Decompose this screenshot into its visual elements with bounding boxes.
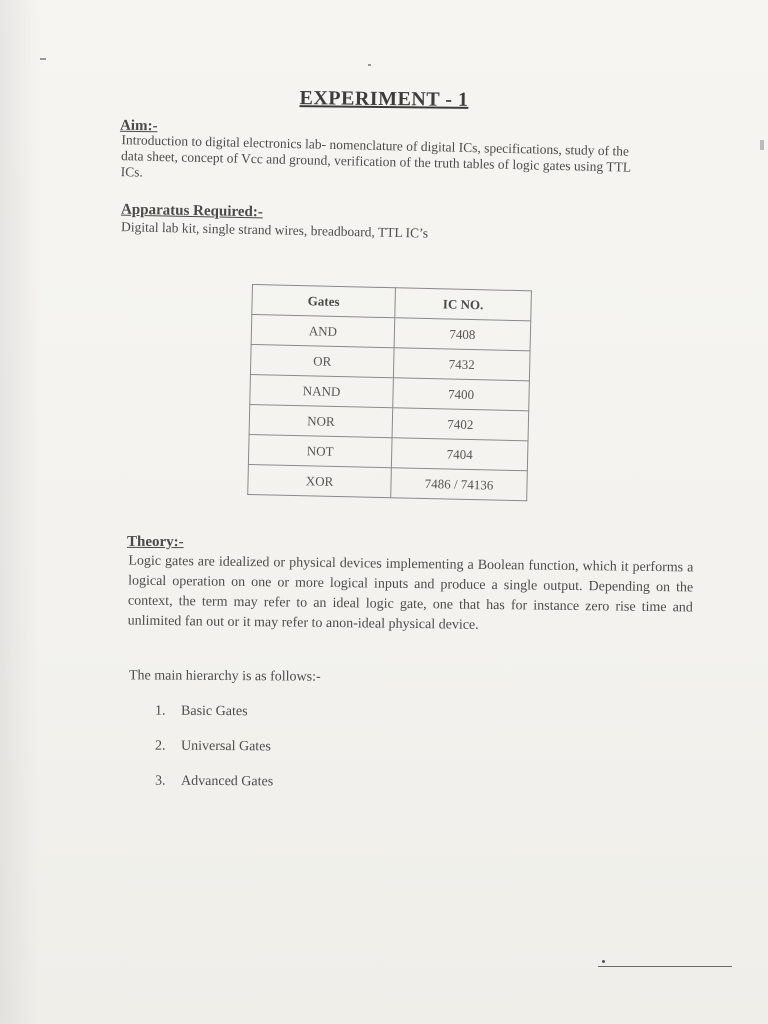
scan-speck <box>40 58 46 60</box>
ic-cell: 7486 / 74136 <box>391 468 528 501</box>
list-item-label: Advanced Gates <box>181 773 274 790</box>
ic-cell: 7404 <box>391 438 528 471</box>
ic-cell: 7400 <box>393 378 530 411</box>
header-ic-no: IC NO. <box>395 288 532 321</box>
ic-cell: 7432 <box>393 348 530 381</box>
list-item-number: 1. <box>155 703 166 719</box>
gate-cell: NAND <box>250 374 394 407</box>
theory-text: Logic gates are idealized or physical devices implementing a Boolean function, which it performs a logical operation on one or more logical inputs and produce a single output. Depending on the context, the term may refer to an ideal logic gate, one that has for instance zero rise time and unlimited fan out or it may refer to anon-ideal physical device. <box>127 553 694 633</box>
gates-ic-table <box>247 284 532 501</box>
list-item-label: Basic Gates <box>181 703 248 720</box>
list-item-number: 3. <box>155 773 166 789</box>
footer-rule <box>598 966 732 967</box>
list-item <box>155 774 273 810</box>
list-item-label: Universal Gates <box>181 738 271 755</box>
aim-heading: Aim:- <box>119 117 158 135</box>
ic-table-container <box>247 284 536 501</box>
list-item-number: 2. <box>155 738 166 754</box>
ic-cell: 7408 <box>394 318 531 351</box>
header-gates: Gates <box>252 285 396 318</box>
list-item <box>155 739 273 775</box>
hierarchy-intro: The main hierarchy is as follows:- <box>128 668 321 685</box>
gate-cell: NOT <box>248 434 392 467</box>
gate-cell: NOR <box>249 404 393 437</box>
scan-speck <box>602 960 605 963</box>
table-row <box>248 464 528 500</box>
ic-cell: 7402 <box>392 408 529 441</box>
page-edge-shadow <box>0 0 40 1024</box>
scan-speck <box>368 64 371 66</box>
gate-cell: AND <box>251 315 395 348</box>
apparatus-text: Digital lab kit, single strand wires, breadboard, TTL IC’s <box>120 219 429 241</box>
aim-text: Introduction to digital electronics lab- nomenclature of digital ICs, specifications, study of the data sheet, concept of Vcc and ground, verification of the truth tables of logic gates using TTL ICs. <box>120 132 631 180</box>
experiment-title: EXPERIMENT - 1 <box>299 87 469 111</box>
gate-cell: XOR <box>248 464 392 497</box>
list-item <box>155 704 273 740</box>
hierarchy-list <box>155 704 273 809</box>
scan-speck <box>760 140 764 150</box>
theory-heading: Theory:- <box>126 533 184 551</box>
gate-cell: OR <box>250 344 394 377</box>
apparatus-heading: Apparatus Required:- <box>120 201 263 221</box>
